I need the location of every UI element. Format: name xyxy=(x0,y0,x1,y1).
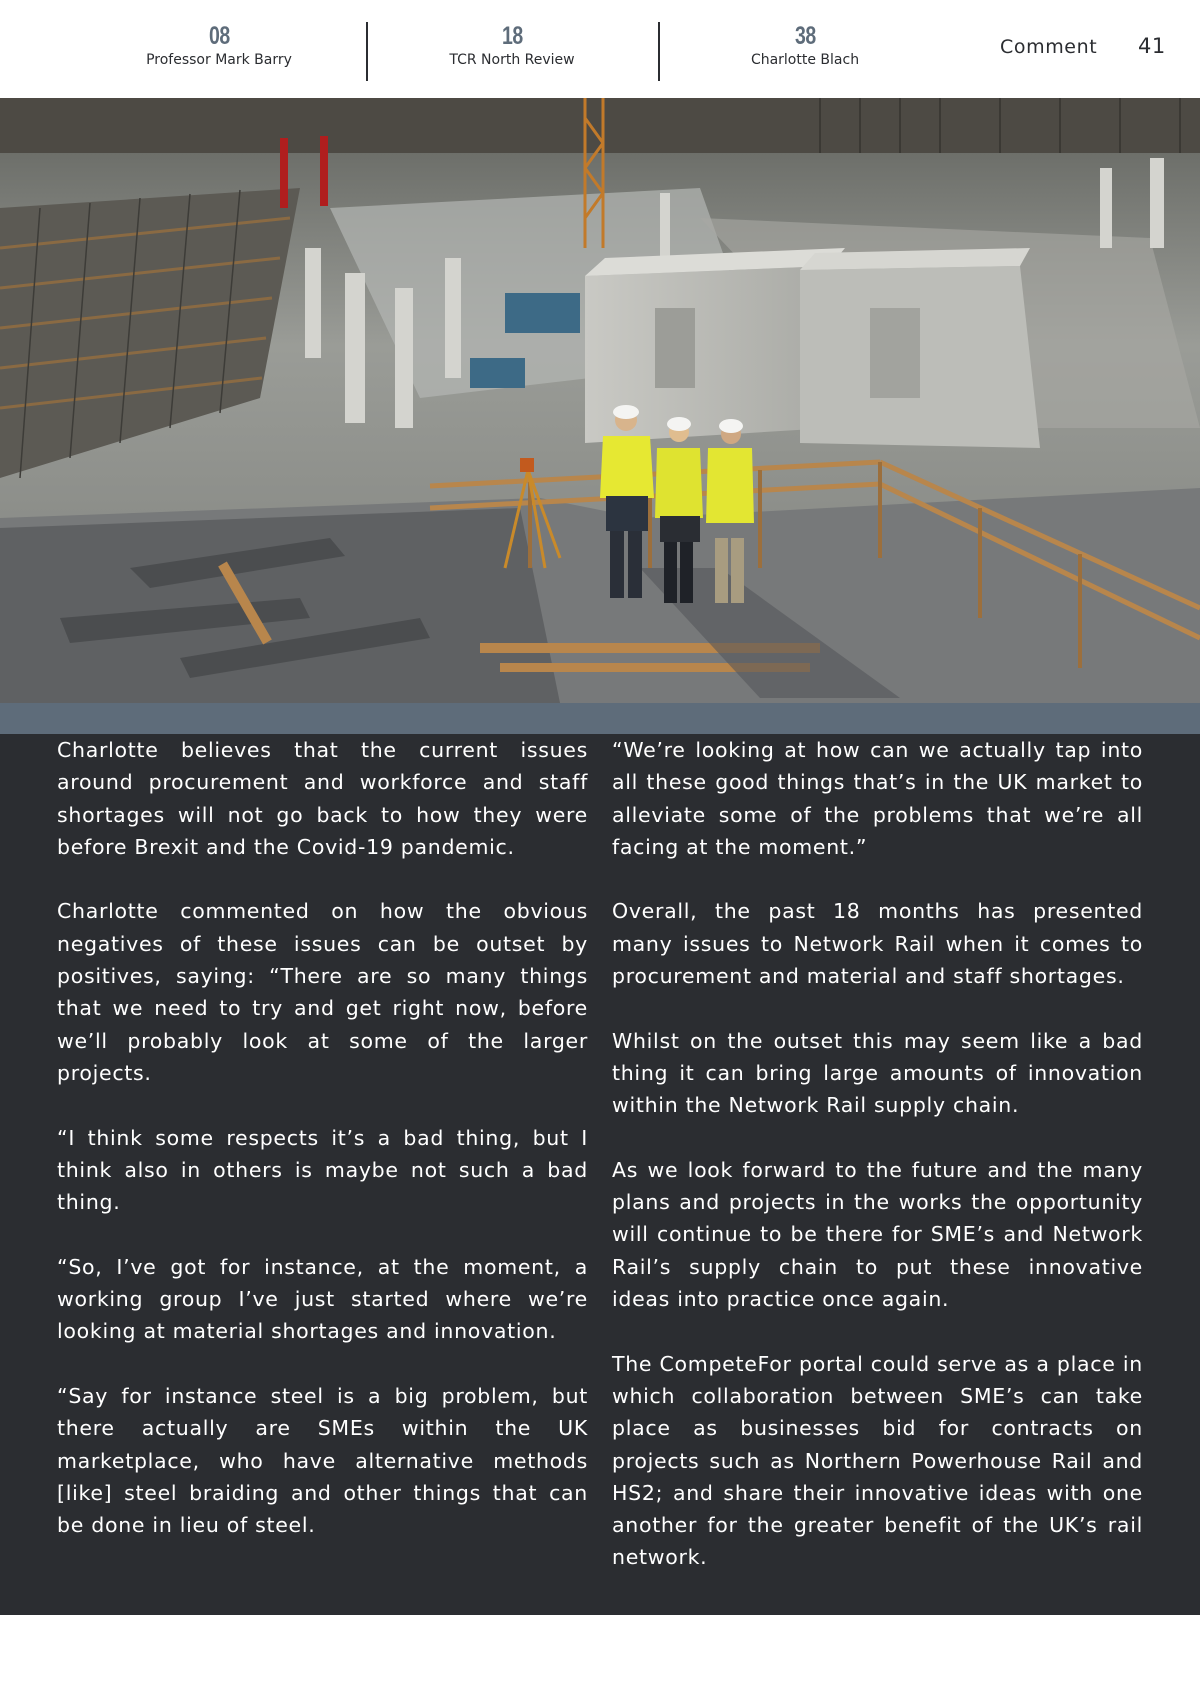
paragraph: As we look forward to the future and the many plans and projects in the works the opportunity will continue to be there for SME’s and Network Rail’s supply chain to put these innovative ideas into practice once again. xyxy=(612,1157,1143,1312)
nav-item-professor-mark-barry[interactable] xyxy=(74,22,364,68)
paragraph: Overall, the past 18 months has presented many issues to Network Rail when it comes to procurement and material and staff shortages. xyxy=(612,899,1143,989)
paragraph: Charlotte commented on how the obvious negatives of these issues can be outset by positives, saying: “There are so many things that we need to try and get right now, before we’ll probably look at some of the larger projects. xyxy=(57,899,588,1085)
paragraph: The CompeteFor portal could serve as a place in which collaboration between SME’s can take place as businesses bid for contracts on projects such as Northern Powerhouse Rail and HS2; and share their innovative ideas with one another for the greater benefit of the UK’s rail network. xyxy=(612,1351,1143,1570)
page-number: 41 xyxy=(1138,34,1166,58)
nav-item-charlotte-blach[interactable] xyxy=(660,22,950,68)
paragraph: Charlotte believes that the current issues around procurement and workforce and staff shortages will not go back to how they were before Brexit and the Covid-19 pandemic. xyxy=(57,738,588,859)
nav-item-tcr-north-review[interactable] xyxy=(367,22,657,68)
paragraph: “Say for instance steel is a big problem, but there actually are SMEs within the UK marketplace, who have alternative methods [like] steel braiding and other things that can be done in lieu of steel. xyxy=(57,1383,588,1538)
construction-site-photo xyxy=(0,98,1200,703)
page-header xyxy=(0,0,1200,98)
nav-page-number: 38 xyxy=(794,22,816,50)
paragraph: “We’re looking at how can we actually tap into all these good things that’s in the UK market to alleviate some of the problems that we’re all facing at the moment.” xyxy=(612,738,1143,859)
nav-page-number: 18 xyxy=(501,22,523,50)
nav-title: Professor Mark Barry xyxy=(146,52,292,68)
section-label: Comment xyxy=(1000,36,1098,58)
article-left-column xyxy=(57,734,588,1574)
paragraph: “I think some respects it’s a bad thing, but I think also in others is maybe not such a bad thing. xyxy=(57,1125,588,1215)
nav-title: Charlotte Blach xyxy=(750,52,860,68)
article-right-column xyxy=(612,734,1143,1606)
nav-title: TCR North Review xyxy=(449,52,575,68)
nav-page-number: 08 xyxy=(208,22,230,50)
paragraph: “So, I’ve got for instance, at the moment, a working group I’ve just started where we’re looking at material shortages and innovation. xyxy=(57,1254,588,1344)
accent-band xyxy=(0,703,1200,734)
paragraph: Whilst on the outset this may seem like a bad thing it can bring large amounts of innovation within the Network Rail supply chain. xyxy=(612,1028,1143,1118)
article-body xyxy=(0,734,1200,1615)
